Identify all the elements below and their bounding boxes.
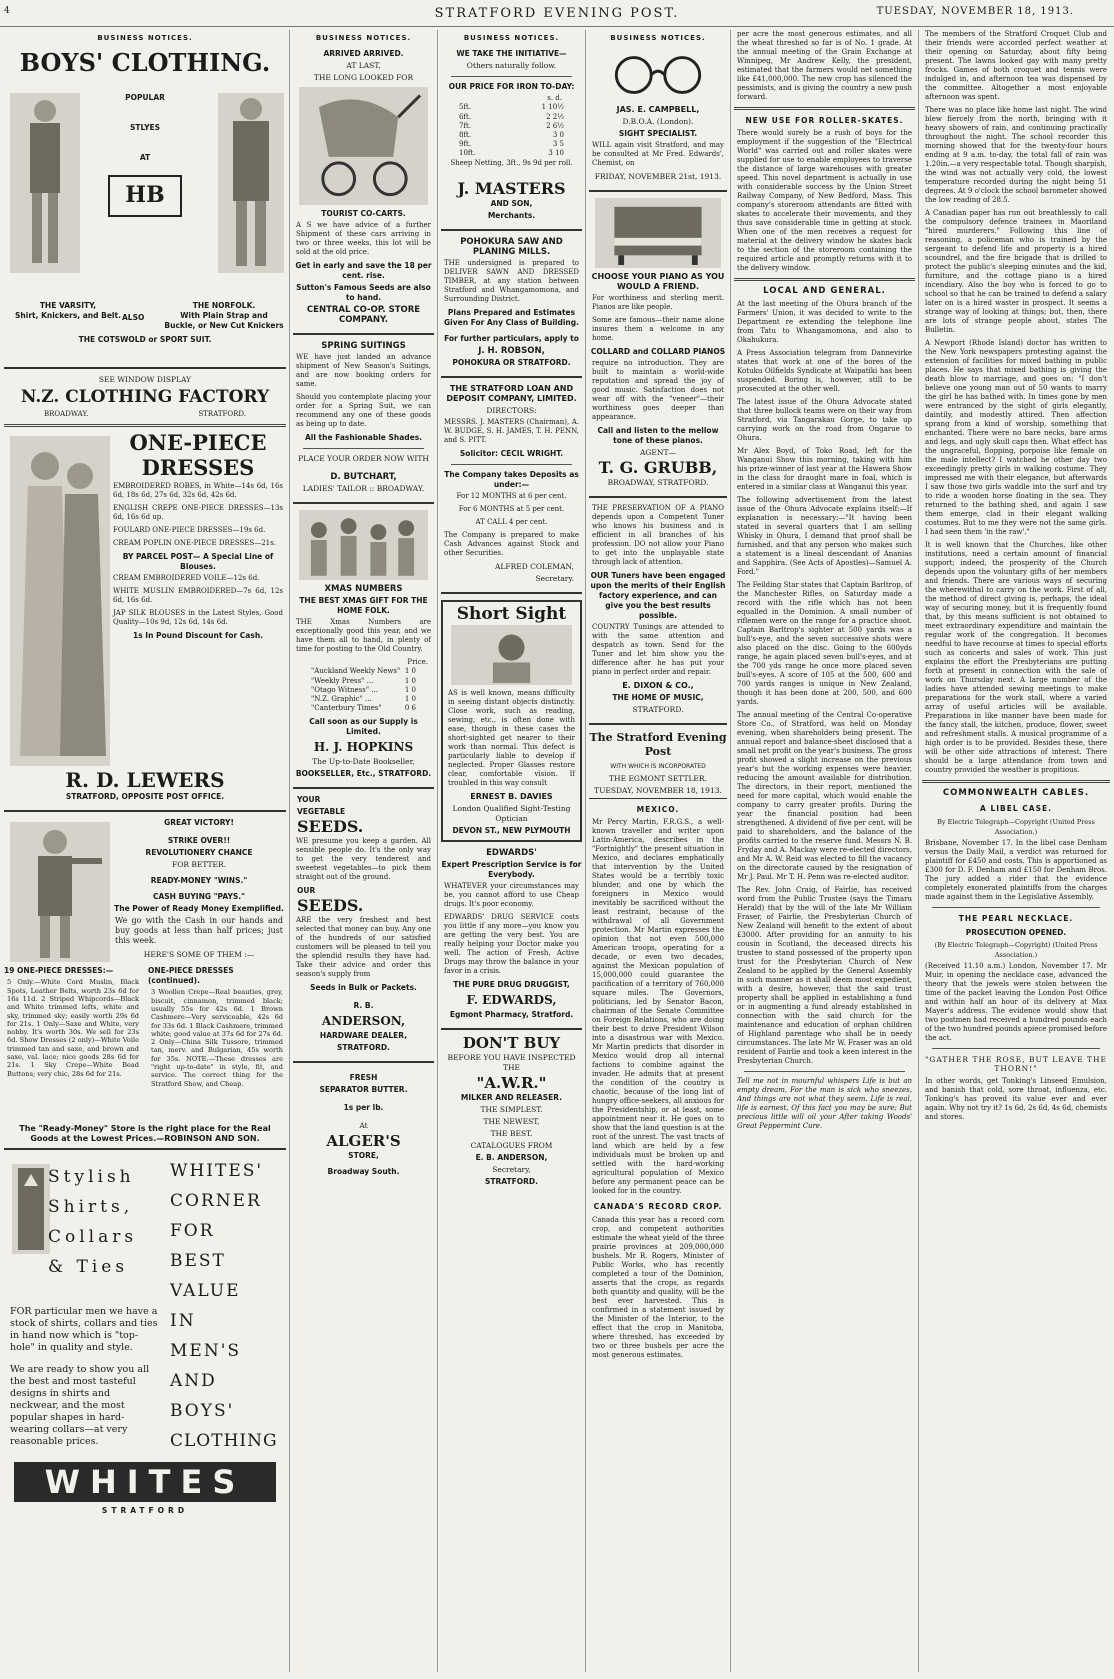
whites-slogan: CORNER bbox=[170, 1191, 262, 1212]
dresses-title-1: ONE-PIECE bbox=[129, 430, 267, 456]
davies-address: DEVON ST., NEW PLYMOUTH bbox=[452, 825, 571, 835]
robson-address: POHOKURA OR STRATFORD. bbox=[452, 357, 571, 367]
alger-name: ALGER'S bbox=[326, 1132, 401, 1151]
piano-illustration bbox=[595, 198, 721, 268]
varsity-label: THE VARSITY, bbox=[39, 301, 97, 311]
coleman-name: ALFRED COLEMAN, bbox=[494, 561, 574, 571]
news-paragraphs bbox=[922, 106, 1110, 775]
local-news-item: The following advertisement from the latest issue of the Ohura Advocate explains itself:—If explanation is necessary:—"It having been stated in several quarters that I am selling Whisky in Ohura, I demand that proof shall be furnished, and that any person who makes such a statement is a lineal descendant of Ananias and Sapphira. (See Acts of Apostles)—Samuel A. Ford." bbox=[737, 496, 912, 577]
price-item-value: 2 6½ bbox=[546, 121, 564, 130]
visit-date: FRIDAY, NOVEMBER 21st, 1913. bbox=[594, 172, 722, 182]
ad-line: THE SIMPLEST. bbox=[480, 1104, 543, 1114]
whites-tagline: Collars bbox=[48, 1227, 138, 1248]
ad-text: AT CALL 4 per cent. bbox=[475, 517, 548, 526]
piano-title: CHOOSE YOUR PIANO AS YOU WOULD A FRIEND. bbox=[591, 272, 725, 292]
ad-text: WE presume you keep a garden. All sensible people do. It's the only way to get the very tenderest and sweetest vegetables—to pick them straight out of the ground. bbox=[296, 837, 431, 882]
ad-text: AS is well known, means difficulty in seeing distant objects distinctly. Close work, such as reading, sewing, etc., is often done with ease, though in these cases the short-sighted get nearer to their work than normal. This defect is particularly liable to develop if neglected. Proper Glasses restore clear, comfortable vision. If troubled in this way consult bbox=[448, 688, 575, 787]
ad-title: BOYS' CLOTHING. bbox=[19, 48, 271, 78]
butchart-address: LADIES' TAILOR :: BROADWAY. bbox=[302, 484, 425, 494]
iron-price-row bbox=[459, 113, 564, 122]
iron-prices-ad bbox=[441, 49, 582, 230]
victory-line: REVOLUTIONERY CHANCE bbox=[145, 848, 253, 858]
ad-text: OUR Tuners have been engaged upon the merits of their English factory experience, and can give you the best results possible. bbox=[590, 571, 726, 621]
whites-tagline: Shirts, bbox=[48, 1197, 134, 1218]
ad-line: 1s per lb. bbox=[343, 1103, 384, 1113]
price-item-label: "Auckland Weekly News" bbox=[311, 667, 401, 676]
factory-town: STRATFORD. bbox=[198, 410, 246, 419]
cables-title: COMMONWEALTH CABLES. bbox=[942, 788, 1090, 798]
hopkins-address: BOOKSELLER, Etc., STRATFORD. bbox=[295, 769, 432, 779]
awr-milker-ad bbox=[441, 1033, 582, 1187]
ad-text: WILL again visit Stratford, and may be consulted at Mr Fred. Edwards', Chemist, on bbox=[592, 141, 724, 168]
ad-text: A S we have advice of a further Shipment of these cars arriving in two or three weeks, this lot will be sold at the old price. bbox=[296, 221, 431, 257]
awr-name: "A.W.R." bbox=[476, 1073, 547, 1092]
campbell-sight-ad bbox=[589, 49, 727, 192]
page-number: 4 bbox=[4, 6, 10, 16]
robson-name: J. H. ROBSON, bbox=[478, 345, 545, 356]
dresses-list-heading: 19 ONE-PIECE DRESSES:— bbox=[4, 966, 114, 976]
dress-item: CREAM EMBROIDERED VOILE—12s 6d. bbox=[113, 574, 260, 583]
ad-text: Call and listen to the mellow tone of these pianos. bbox=[597, 426, 719, 446]
agent-label: AGENT— bbox=[640, 448, 676, 458]
varsity-detail: Shirt, Knickers, and Belt. bbox=[15, 311, 121, 321]
editorial-sub: WITH WHICH IS INCORPORATED bbox=[610, 763, 706, 771]
ad-line: CATALOGUES FROM bbox=[470, 1140, 553, 1150]
section-heading: BUSINESS NOTICES. bbox=[610, 34, 706, 42]
price-item-label: 6ft. bbox=[459, 112, 472, 121]
news-paragraph: A Canadian paper has run out breathlessly to call the compulsory defence trainees in Maoriland "hired murderers." Following this line of reasoning, a policeman who is trained by the sergeant to defend life and property is a hired scoundrel, and the fire brigade that is drilled to protect the public's sleeping minutes and the kid, furniture, and the cottage piano is a hired incendiary. Also the boy who is forced to go to school so that he can be trained to defend a salary later on is a hired waster in prospect. It seems a strange way of looking at things; but, then, there are lots of strange people about, states The Bulletin. bbox=[925, 209, 1107, 334]
edwards-address: Egmont Pharmacy, Stratford. bbox=[449, 1009, 574, 1019]
whites-slogan: VALUE bbox=[170, 1281, 241, 1302]
seeds-title: SEEDS. bbox=[297, 817, 364, 837]
ad-text: THE undersigned is prepared to DELIVER SAWN AND DRESSED TIMBER, at any station between Stratford and Whangamomona, and Surrounding District. bbox=[444, 258, 579, 303]
lewers-address: STRATFORD, OPPOSITE POST OFFICE. bbox=[65, 792, 225, 802]
ad-line: E. B. ANDERSON, bbox=[475, 1152, 548, 1162]
xmas-price-list bbox=[293, 667, 434, 713]
article-credit: (By Electric Telegraph—Copyright) (United Press Association.) bbox=[934, 940, 1098, 959]
also-label: ALSO bbox=[122, 313, 145, 323]
ad-line: FRESH bbox=[349, 1073, 378, 1083]
anderson-sub: HARDWARE DEALER, bbox=[319, 1031, 408, 1041]
pram-illustration bbox=[299, 87, 428, 205]
whites-slogan: AND bbox=[170, 1371, 217, 1392]
lewers-name: R. D. LEWERS bbox=[65, 768, 225, 793]
ad-text: For 12 MONTHS at 6 per cent. bbox=[456, 491, 567, 500]
ad-line: AT bbox=[139, 153, 151, 163]
xmas-price-row bbox=[311, 677, 416, 686]
xmas-sub: THE BEST XMAS GIFT FOR THE HOME FOLK. bbox=[299, 596, 428, 616]
news-paragraph: A Newport (Rhode Island) doctor has written to the New York newspapers protesting against the extension of facilities for mixed bathing in public places. He says that mixed bathing is giving the death blow to marriage, and goes on: "I don't believe one young man out of 50 wants to marry the girl he has bathed with. In times gone by men were entranced by the sight of girls elegantly, daintily, and modestly attired. Then affection sprang from a kind of worship, something that enchanted. There were no bare necks, bare arms and legs, and ugly skull caps then. What effect has the ungraceful, flopping, porpoise like female on the male intellect? I watched he other day two exceedingly pretty girls in walking costume. They impressed me with their elegance, but afterwards I saw those two girls waddle into the surf and try to ride a wooden horse floating in the sea. They returned to the bathing shed, and again I saw them emerge, clad in their elegant walking costumes. But to me they were not the same girls. I had seen them 'in the raw'." bbox=[925, 339, 1107, 536]
town-crier-illustration bbox=[10, 822, 110, 962]
norfolk-caption bbox=[164, 301, 284, 331]
section-heading: BUSINESS NOTICES. bbox=[97, 34, 193, 42]
local-general-title: LOCAL AND GENERAL. bbox=[763, 286, 886, 297]
ad-text: R. B. bbox=[353, 1001, 374, 1011]
mexico-article bbox=[589, 805, 727, 1359]
ad-line: THE LONG LOOKED FOR bbox=[313, 73, 414, 83]
ad-line: STORE, bbox=[348, 1151, 379, 1161]
children-illustration bbox=[299, 510, 428, 580]
whites-slogan: CLOTHING bbox=[170, 1431, 278, 1452]
xmas-price-row bbox=[311, 686, 416, 695]
victory-headline: GREAT VICTORY! bbox=[164, 818, 234, 828]
local-news-item: At the last meeting of the Ohura branch of the Farmers' Union, it was decided to write to the Department re extending the telephone line from Tatu to Whangamomona, and also to Okahukura. bbox=[737, 300, 912, 345]
dresses-title-2: DRESSES bbox=[141, 455, 255, 481]
ad-line: VEGETABLE bbox=[297, 807, 346, 817]
awr-headline: DON'T BUY bbox=[462, 1033, 561, 1052]
dress-item: FOULARD ONE-PIECE DRESSES—19s 6d. bbox=[113, 526, 266, 535]
local-news-item: The Rev. John Craig, of Fairlie, has received word from the Public Trustee (says the Timaru Herald) that by the will of the late Mr William Fraser, of Fairlie, the Presbyterian Church of New Zealand will benefit to the extent of about £3000. After providing for an annuity to his cousin in Scotland, the deceased directs his trustee to stand possessed of the property upon trust for the Presbyterian Church of New Zealand to be applied by the General Assembly in such manner as it shall deem most expedient, with a desire, however, that the said trust property shall be applied in establishing a fund or in augmenting a fund already established in connection with the said church for the maintenance and education of orphan children of Highland parentage who shall be in needy circumstances. The late Mr W. Fraser was an old resident of Fairlie and took a keen interest in the Presbyterian Church. bbox=[737, 886, 912, 1066]
editorial-masthead bbox=[589, 731, 727, 799]
masters-name: J. MASTERS bbox=[457, 178, 566, 198]
dixon-tuner-ad bbox=[589, 504, 727, 725]
cash-discount: 1s In Pound Discount for Cash. bbox=[132, 631, 264, 641]
campbell-role: SIGHT SPECIALIST. bbox=[618, 129, 698, 139]
loan-title: THE STRATFORD LOAN AND DEPOSIT COMPANY, LIMITED. bbox=[446, 383, 577, 403]
xmas-price-row bbox=[311, 704, 416, 713]
ad-line: Secretary, bbox=[492, 1164, 531, 1174]
ad-line: BEFORE YOU HAVE INSPECTED THE bbox=[447, 1052, 576, 1072]
boy-figure-illustration bbox=[10, 93, 80, 273]
iron-price-list bbox=[441, 103, 582, 158]
ad-line: STRATFORD. bbox=[485, 1176, 538, 1186]
iron-price-row bbox=[459, 103, 564, 112]
dress-item: ENGLISH CREPE ONE-PIECE DRESSES—13s 6d, 16s 6d up. bbox=[113, 504, 283, 522]
hopkins-sub: The Up-to-Date Bookseller, bbox=[312, 757, 415, 767]
factory-street: BROADWAY. bbox=[44, 410, 89, 419]
campbell-name: JAS. E. CAMPBELL, bbox=[616, 105, 700, 115]
article-title: "GATHER THE ROSE, BUT LEAVE THE THORN!" bbox=[924, 1054, 1108, 1073]
dress-item: WHITE MUSLIN EMBROIDERED—7s 6d, 12s 6d, 16s 6d. bbox=[113, 587, 283, 605]
ad-text: Sutton's Famous Seeds are also to hand. bbox=[296, 283, 431, 303]
local-news-list bbox=[734, 300, 915, 1066]
collard-name: COLLARD and COLLARD PIANOS bbox=[590, 347, 726, 357]
price-item-value: 2 2½ bbox=[546, 112, 564, 121]
price-item-label: "Weekly Press" ... bbox=[311, 676, 374, 685]
column-3 bbox=[441, 30, 582, 1672]
ad-line: POPULAR bbox=[125, 93, 165, 103]
ad-text: Some are famous—their name alone insures them a welcome in any home. bbox=[592, 316, 724, 343]
column-5 bbox=[734, 30, 915, 1672]
ad-text: Solicitor: CECIL WRIGHT. bbox=[459, 448, 564, 458]
netting-price: Sheep Netting, 3ft., 9s 9d per roll. bbox=[450, 158, 573, 167]
column-4 bbox=[589, 30, 727, 1672]
victory-line: We go with the Cash in our hands and buy goods at less than half prices; just this week. bbox=[115, 916, 283, 946]
whites-tagline: & Ties bbox=[48, 1257, 129, 1278]
cotswold-label: THE COTSWOLD or SPORT SUIT. bbox=[78, 335, 212, 345]
editorial-sub: THE EGMONT SETTLER. bbox=[609, 774, 707, 784]
price-item-value: 1 0 bbox=[404, 667, 416, 676]
nz-hb-logo: HB bbox=[108, 175, 182, 217]
victory-line: READY-MONEY "WINS." bbox=[150, 876, 248, 886]
separator-butter-ad bbox=[293, 1073, 434, 1177]
ad-text: Should you contemplate placing your order for a Spring Suit, we can recommend any one of these goods as being up to date. bbox=[296, 393, 431, 429]
ad-line: Broadway South. bbox=[327, 1167, 400, 1177]
whites-town: STRATFORD bbox=[101, 1506, 189, 1516]
xmas-title: XMAS NUMBERS bbox=[324, 584, 403, 595]
whites-slogan: FOR bbox=[170, 1221, 215, 1242]
price-item-label: 5ft. bbox=[459, 103, 472, 112]
iron-price-row bbox=[459, 140, 564, 149]
short-sight-title: Short Sight bbox=[456, 603, 567, 624]
whites-ad bbox=[4, 1156, 286, 1672]
section-heading: BUSINESS NOTICES. bbox=[463, 34, 560, 42]
article-body: Mr Percy Martin, F.R.G.S., a well-known traveller and writer upon Latin-America, describes in the "Fortnightly" the present situation in Mexico, and declares emphatically that intervention by the United States would be a terribly toxic blunder, and one by which the foreigners in Mexico would inevitably be sacrificed without the least restraint, because of the withdrawal of all Government protection. Mr Martin expresses the opinion that not even 500,000 American troops, operating for a decade, or even two decades, against the Mexican population of 15,000,000 could guarantee the pacification of a territory of 760,000 square miles. The Governors, politicians, led by Senator Bacon, chairman of the Senate Committee on Foreign Relations, who are doing their best to drive President Wilson into a disastrous war with Mexico. Mr Martin predicts that disorder in Mexico would drop all internal factions to combine against the invader. He admits that at present the condition of the country is chaotic, because of the long list of hungry office-seekers, all anxious for the Presidentship, or at least, some appointment near it. He goes on to show that the land question is at the root of the unrest. The vast tracts of land which are held by a few individuals must be broken up and settled with the hard-working agricultural population of Mexico before any permanent peace can be looked for in the country. bbox=[592, 818, 724, 1196]
ad-text: For further particulars, apply to bbox=[444, 333, 579, 343]
ad-line: AT LAST, bbox=[346, 61, 381, 71]
whites-logo: WHITES bbox=[14, 1462, 276, 1502]
whites-slogan: WHITES' bbox=[170, 1161, 264, 1182]
ladies-dresses-illustration bbox=[10, 436, 110, 766]
whites-slogan: MEN'S bbox=[170, 1341, 242, 1362]
news-paragraph: It is well known that the Churches, like other institutions, need a certain amount of financial support; indeed, the prosperity of the Church depends upon the voluntary gifts of her members and friends. There are various ways of securing the wherewithal to carry on the work. First of all, the method of direct giving is, perhaps, the ideal way of securing money, but it is frequently found that, by this means sufficient is not obtained to meet extraordinary expenditure and maintain the regular work of the congregation. It becomes needful to have recourse at times to special efforts such as concerts and sales of work. This just explains the effort the Presbyterians are putting forth at present in connection with the sale of work on Thursday next. A large number of the ladies have attended sewing meetings to make preparations for the work stall, where a varied array of useful articles will be available. Preparations in like manner have been made for the fancy stall, the kitchen, produce, flower, sweet and refreshment stalls. A musical programme of a high order is to be provided. Besides these, there will be other side attractions of interest. There should be a large attendance from town and country provided the weather is propitious. bbox=[925, 541, 1107, 774]
ad-text: COUNTRY Tunings are attended to with the same attention and despatch as town. Send for the Tuner and let him show you the difference after he has put your piano in perfect order and repair. bbox=[592, 623, 724, 677]
butchart-name: D. BUTCHART, bbox=[330, 472, 397, 483]
ad-text: PLACE YOUR ORDER NOW WITH bbox=[298, 454, 429, 464]
shirt-illustration bbox=[12, 1164, 50, 1254]
masters-sub: AND SON, bbox=[490, 198, 533, 208]
dress-item: CREAM POPLIN ONE-PIECE DRESSES—21s. bbox=[113, 539, 276, 548]
price-item-label: "Otago Witness" ... bbox=[311, 685, 378, 694]
ad-line: MILKER AND RELEASER. bbox=[460, 1092, 563, 1102]
ad-text: require no introduction. They are built to maintain a world-wide reputation and spread the joy of good music. Satisfaction does not wear off with the "veneer"—their worthiness goes deeper than appearance. bbox=[592, 359, 724, 422]
great-victory-ad bbox=[4, 818, 286, 1150]
article-body: The members of the Stratford Croquet Club and their friends were accorded perfect weather at their opening on Saturday, about fifty being present. The lawns looked gay with many pretty frocks. Games of both croquet and tennis were indulged in, and afternoon tea was dispensed by the committee. Altogether a most enjoyable afternoon was spent. bbox=[925, 30, 1107, 101]
ad-text: Call soon as our Supply is Limited. bbox=[309, 717, 418, 737]
price-item-value: 1 0 bbox=[404, 685, 416, 694]
column-6 bbox=[922, 30, 1110, 1672]
victory-line: The Power of Ready Money Exemplified. bbox=[114, 904, 284, 914]
price-item-value: 3 0 bbox=[552, 131, 564, 140]
price-header: Price. bbox=[407, 658, 428, 667]
robinson-tagline: The "Ready-Money" Store is the right place for the Real Goods at the Lowest Prices.—ROBINSON AND SON. bbox=[19, 1124, 271, 1144]
ad-line: SEPARATOR BUTTER. bbox=[319, 1085, 408, 1095]
iron-price-row bbox=[459, 149, 564, 158]
ad-line: STLYES bbox=[129, 123, 161, 133]
ad-line: Others naturally follow. bbox=[466, 61, 557, 71]
whites-tagline: Stylish bbox=[48, 1167, 135, 1188]
spectacles-illustration bbox=[595, 49, 721, 101]
spring-title: SPRING SUITINGS bbox=[321, 341, 406, 352]
article-body: There would surely be a rush of boys for the employment if the suggestion of the "Electrical World" was carried out and roller skates were supplied for use to enable employees to traverse the distance of large warehouses with greater speed. This novel department is actually in use with considerable success by the Union Street Railway Company, of New Bedford, Mass. This company's storeroom attendants are fitted with skates to accelerate their movements, and they thus save considerable time in getting at stock. When one of the men receives a request for material at the delivery window he skates back to the section of the storeroom containing the required article and promptly returns with it to the delivery window. bbox=[737, 129, 912, 273]
ad-line: OUR bbox=[297, 886, 316, 896]
iron-price-row bbox=[459, 131, 564, 140]
article-title: MEXICO. bbox=[636, 805, 680, 815]
article-title: CANADA'S RECORD CROP. bbox=[593, 1202, 723, 1212]
dixon-town: STRATFORD. bbox=[632, 705, 684, 715]
ad-line: YOUR bbox=[297, 795, 321, 805]
local-news-item: The annual meeting of the Central Co-operative Store Co., of Stratford, was held on Monday evening, when shareholders being present. The annual report and balance-sheet disclosed that a small net profit on the year's business. The gross profit showed a slight increase on the previous year's but the working expenses were heavier, reducing the amount available for distribution. The directors, in their report, mentioned the need for more capital, which would enable the company to carry greater profits. During the year the financial position had been strengthened. A dividend of five per cent. will be paid to shareholders, and the balance of the profits carried to the reserve fund. Messrs N. B. Fryday and A. Mackay were re-elected directors, and Mr A. W. Reid was elected to fill the vacancy on the directorate caused by the resignation of Mr J. Paul. Mr T. H. Penn was re-elected auditor. bbox=[737, 711, 912, 882]
article-body: per acre the most generous estimates, and all the wheat threshed so far is of No. 1 grade. At the annual meeting of the Grain Exchange at Winnipeg, Mr Andrew Kelly, the president, estimated that the farmers would net something like £41,000,000. The new crop has silenced the pessimists, and is giving the country a new push forward. bbox=[737, 30, 912, 101]
ad-text: WHATEVER your circumstances may be, you cannot afford to use Cheap drugs. It's poor economy. bbox=[444, 881, 579, 908]
dresses-list: 3 Woollen Crepe—Real beauties, grey, biscuit, cinnamon, trimmed black; usually 55s for 42s 6d. 1 Brown Cashmere—Very serviceable, 42s 6d for 33s 6d. 1 Black Cashmere, trimmed white; good value at 37s 6d for 27s 6d. 2 Only—China Silk Tussore, trimmed tan, merv. and Bulgarian, 45s worth for 35s. NOTE.—These dresses are "right up-to-date" in style, fit, and service. The correct thing for the Stratford Show, and Cheap. bbox=[151, 988, 283, 1088]
pohokura-mills-ad bbox=[441, 237, 582, 378]
ad-line: ARRIVED ARRIVED. bbox=[323, 49, 404, 59]
price-item-label: 10ft. bbox=[459, 149, 476, 158]
article-title: THE PEARL NECKLACE. bbox=[958, 914, 1074, 924]
coleman-role: Secretary. bbox=[535, 573, 574, 583]
ad-text: Plans Prepared and Estimates Given For Any Class of Building. bbox=[444, 307, 579, 327]
anderson-town: STRATFORD. bbox=[337, 1043, 390, 1053]
norfolk-figure-illustration bbox=[218, 93, 284, 273]
dixon-sub: THE HOME OF MUSIC, bbox=[612, 693, 704, 703]
advert-verse: Tell me not in mournful whispers Life is but an empty dream, For the man is sick who sneezes, And things are not what they seem. Life is real, life is earnest, Of this fact you may be sure; But precious little will oil your After taking Woods' Great Peppermint Cure. bbox=[737, 1077, 912, 1131]
factory-name: N.Z. CLOTHING FACTORY bbox=[20, 387, 270, 408]
dixon-name: E. DIXON & CO., bbox=[622, 681, 694, 691]
ad-text: Get in early and save the 18 per cent. rise. bbox=[295, 261, 432, 281]
tourist-co-carts-ad bbox=[293, 49, 434, 335]
dress-item: BY PARCEL POST— A Special Line of Blouses. bbox=[122, 552, 274, 572]
window-display: SEE WINDOW DISPLAY bbox=[98, 375, 192, 385]
xmas-price-row bbox=[311, 695, 416, 704]
price-item-value: 3 10 bbox=[548, 149, 564, 158]
ad-line: THE BEST. bbox=[490, 1128, 533, 1138]
whites-paragraph: FOR particular men we have a stock of shirts, collars and ties in hand now which is "top-hole" in quality and style. bbox=[10, 1306, 158, 1354]
editorial-date: TUESDAY, NOVEMBER 18, 1913. bbox=[594, 786, 722, 796]
iron-price-row bbox=[459, 122, 564, 131]
price-item-label: 9ft. bbox=[459, 140, 472, 149]
article-title: A LIBEL CASE. bbox=[980, 804, 1052, 814]
ad-line: THE NEWEST, bbox=[483, 1116, 540, 1126]
local-news-item: The Feilding Star states that Captain Barltrop, of the Manchester Rifles, on Saturday made a record with the rifle which has not been equalled in the Dominion. A small number of riflemen were on the range for a practice shoot. Captain Barltrop's sighter at 500 yards was a bull's-eye, and the seven successive shots were also placed on the disc. Going to the 600yds range, he again placed seven bull's-eyes, and at the 700 yds range he once more placed seven bull's-eyes. A score of 105 at the 500, 600 and 700 yards ranges is unique in New Zealand, though it has been done at 200, 500, and 600 yards. bbox=[737, 581, 912, 707]
ad-text: Seeds in Bulk or Packets. bbox=[310, 983, 417, 993]
article-body: Canada this year has a record corn crop, and competent authorities estimate the wheat yield of the three prairie provinces at 209,000,000 bushels. Mr R. Rogers, Minister of Public Works, who has recently completed a tour of the Dominion, asserts that the crops, as regards both quantity and quality, will be the best ever harvested. This is confirmed in a statement issued by the Minister of the Interior, to the effect that the crop in Manitoba, where threshed, has exceeded by two or three bushels per acre the most generous estimates. bbox=[592, 1215, 724, 1359]
ad-text: MESSRS. J. MASTERS (Chairman), A. W. BUDGE, S. H. JAMES, T. H. PENN, and S. PITT. bbox=[444, 417, 579, 444]
xmas-price-row bbox=[311, 667, 416, 676]
section-heading: BUSINESS NOTICES. bbox=[315, 34, 412, 42]
whites-paragraph: We are ready to show you all the best and most tasteful designs in shirts and neckwear, and the most popular shapes in hard-wearing collars—at very reasonable prices. bbox=[10, 1364, 150, 1448]
price-item-label: 7ft. bbox=[459, 121, 472, 130]
price-item-value: 1 10½ bbox=[541, 103, 564, 112]
price-item-value: 1 0 bbox=[404, 676, 416, 685]
price-unit: s. d. bbox=[547, 94, 562, 103]
whites-slogan: BEST bbox=[170, 1251, 226, 1272]
one-piece-dresses-ad bbox=[4, 432, 286, 812]
article-body: In other words, get Tonking's Linseed Emulsion, and banish that cold, sore throat, influenza, etc. Tonking's has proved its value ever and ever again. Why not try it? 1s 6d, 2s 6d, 4s 6d, chemists and stores. bbox=[925, 1077, 1107, 1122]
spring-suitings-ad bbox=[293, 341, 434, 504]
co-op-name: CENTRAL CO-OP. STORE COMPANY. bbox=[306, 305, 421, 326]
ad-text: All the Fashionable Shades. bbox=[304, 433, 423, 443]
davies-sub: London Qualified Sight-Testing Optician bbox=[452, 803, 571, 823]
masters-sub: Merchants. bbox=[487, 210, 536, 220]
ad-text: THE PRESERVATION OF A PIANO depends upon a Competent Tuner who knows his business and is efficient in all branches of his profession. DO not allow your Piano to get into the unplayable state through lack of attention. bbox=[592, 504, 724, 567]
whites-slogan: BOYS' bbox=[170, 1401, 235, 1422]
ad-text: ARE the very freshest and best selected that money can buy. Any one of the hundreds of our satisfied customers will be pleased to tell you the splendid results they have had. Take their advice and order this season's supply from bbox=[296, 916, 431, 979]
edwards-name: F. EDWARDS, bbox=[466, 992, 557, 1007]
edwards-sub: Expert Prescription Service is for Everybody. bbox=[441, 859, 582, 879]
victory-line: FOR BETTER. bbox=[171, 860, 227, 870]
column-2 bbox=[293, 30, 434, 1672]
short-sight-ad bbox=[441, 600, 582, 842]
loan-company-ad bbox=[441, 384, 582, 594]
seeds-title: SEEDS. bbox=[297, 896, 364, 916]
local-news-item: The latest issue of the Ohura Advocate stated that three bullock teams were on their way from Stratford, via Tangarakau Gorge, to take up carrying work on the road from Ongarue to Ohura. bbox=[737, 398, 912, 443]
ad-text: For 6 MONTHS at 5 per cent. bbox=[458, 504, 565, 513]
grubb-name: T. G. GRUBB, bbox=[598, 458, 718, 478]
gentleman-illustration bbox=[451, 625, 572, 685]
dress-item: JAP SILK BLOUSES in the Latest Styles, Good Quality—10s 9d, 12s 6d, 14s 6d. bbox=[113, 609, 283, 627]
price-item-label: 8ft. bbox=[459, 131, 472, 140]
ad-text: The Company takes Deposits as under:— bbox=[444, 469, 579, 489]
ad-line: OUR PRICE FOR IRON TO-DAY: bbox=[448, 82, 575, 92]
newspaper-title: STRATFORD EVENING POST. bbox=[434, 6, 680, 21]
dresses-list-heading: ONE-PIECE DRESSES (continued). bbox=[148, 966, 234, 986]
grubb-piano-ad bbox=[589, 198, 727, 498]
price-item-label: "Canterbury Times" bbox=[311, 704, 382, 713]
mills-title: POHOKURA SAW AND PLANING MILLS. bbox=[460, 236, 563, 257]
issue-date: TUESDAY, NOVEMBER 18, 1913. bbox=[876, 6, 1074, 17]
article-subtitle: PROSECUTION OPENED. bbox=[965, 927, 1067, 937]
price-item-value: 1 0 bbox=[404, 695, 416, 704]
article-body: Brisbane, November 17. In the libel case Denham versus the Daily Mail, a verdict was returned for plaintiff for £450 and costs. This is apportioned as £300 for D. F. Denham and £150 for Denham Bros. The jury added a rider that the evidence completely exonerated plaintiffs from the charges made against them in the Legislative Assembly. bbox=[925, 839, 1107, 902]
article-body: (Received 11.10 a.m.) London, November 17. Mr Muir, in opening the necklace case, advanced the theory that the jewels were stolen between the time of the packet leaving the London Post Office and within half an hour of its delivery at Max Mayer's address. The evidence would show that two postmen had received a hundred pounds each of the two hundred pounds apiece promised before the act. bbox=[925, 961, 1107, 1042]
ad-text: EDWARDS' DRUG SERVICE costs you little if any more—you know you are getting the very best. You are really helping your Doctor make you well. The action of Fresh, Active Drugs may throw the balance in your favor in a crisis. bbox=[444, 912, 579, 975]
price-item-value: 3 5 bbox=[552, 140, 564, 149]
editorial-paper-title: The Stratford Evening Post bbox=[589, 731, 727, 759]
masthead bbox=[0, 0, 1114, 27]
edwards-title: EDWARDS' bbox=[486, 847, 537, 858]
ad-text: DIRECTORS: bbox=[486, 405, 537, 415]
ad-text: The Company is prepared to make Cash Advances against Stock and other Securities. bbox=[444, 530, 579, 557]
campbell-degree: D.B.O.A. (London). bbox=[622, 117, 694, 127]
vegetable-seeds-ad bbox=[293, 795, 434, 1063]
varsity-caption bbox=[8, 301, 128, 321]
xmas-numbers-ad bbox=[293, 510, 434, 789]
price-item-label: "N.Z. Graphic" ... bbox=[311, 695, 372, 704]
victory-line: HERE'S SOME OF THEM :— bbox=[143, 950, 255, 960]
whites-slogan: IN bbox=[170, 1311, 196, 1332]
victory-line: STRIKE OVER!! bbox=[167, 836, 231, 846]
news-paragraph: There was no place like home last night. The wind blew fiercely from the north, bringing with it heavy showers of rain, and continuing practically throughout the night. The school recorder this morning showed that for the twenty-four hours ending at 9 a.m. to-day, the total fall of rain was 1.20in.—a very respectable total. Though sharpish, the wind was not actually very cold, the lowest temperature recorded during the night being 51 degrees. At 9 o'clock the school barometer showed the low reading of 28.5. bbox=[925, 106, 1107, 204]
ad-line: At bbox=[359, 1121, 368, 1131]
boys-clothing-ad bbox=[4, 49, 286, 369]
ad-text: THE Xmas Numbers are exceptionally good this year, and we have them all to hand, in plenty of time for posting to the Old Country. bbox=[296, 618, 431, 654]
article-title: NEW USE FOR ROLLER-SKATES. bbox=[745, 116, 904, 125]
davies-name: ERNEST B. DAVIES bbox=[470, 791, 553, 801]
ad-line: WE TAKE THE INITIATIVE— bbox=[456, 49, 567, 59]
co-carts-title: TOURIST CO-CARTS. bbox=[321, 209, 406, 219]
local-news-item: A Press Association telegram from Dannevirke states that work at one of the bores of the Kotuku Oilfields Syndicate at Waipatiki has been suspended. Boring is, however, still to be prosecuted at the other well. bbox=[737, 349, 912, 394]
dress-item: EMBROIDERED ROBES, in White—14s 6d, 16s 6d, 18s 6d, 27s 6d, 32s 6d, 42s 6d. bbox=[113, 482, 283, 500]
price-item-value: 0 6 bbox=[404, 704, 416, 713]
anderson-name: ANDERSON, bbox=[321, 1014, 406, 1029]
column-1 bbox=[4, 30, 286, 1672]
victory-line: CASH BUYING "PAYS." bbox=[152, 892, 246, 902]
article-credit: By Electric Telegraph—Copyright (United Press Association.) bbox=[937, 818, 1095, 837]
hopkins-name: H. J. HOPKINS bbox=[313, 740, 414, 755]
grubb-address: BROADWAY, STRATFORD. bbox=[607, 478, 709, 488]
ad-text: WE have just landed an advance shipment of New Season's Suitings, and are now booking orders for same. bbox=[296, 353, 431, 389]
dresses-list: 5 Only.—White Cord Muslin, Black Spots, Leather Belts, worth 23s 6d for 16s 11d. 2 Striped Whipcords—Black and White trimmed lefts, white and sky, trimmed sky; easily worth 29s 6d for 21s. 1 Only—Saxe and White, very nobby. It's worth 30s. We sell for 23s 6d. Show Dresses (2 only)—White Voile trimmed tan and saxe, and brown and saxe, val. lace; nice goods 28s 6d for 21s. 1 Sky Crepe—White Bead Buttons; very chic, 28s 6d for 21s. bbox=[7, 978, 139, 1078]
ad-text: THE PURE DRUG DRUGGIST, bbox=[453, 979, 570, 989]
norfolk-label: THE NORFOLK. bbox=[192, 301, 256, 311]
norfolk-detail: With Plain Strap and Buckle, or New Cut Knickers bbox=[164, 311, 284, 331]
local-news-item: Mr Alex Boyd, of Toko Road, left for the Wanganui Show this morning, taking with him his prize-winner of last year at the Hawera Show in the class for draught mare in foal, which is entered in a similar class at Wanganui this year. bbox=[737, 447, 912, 492]
ad-text: For worthiness and sterling merit. Pianos are like people. bbox=[592, 294, 724, 312]
edwards-pharmacy-ad bbox=[441, 848, 582, 1030]
